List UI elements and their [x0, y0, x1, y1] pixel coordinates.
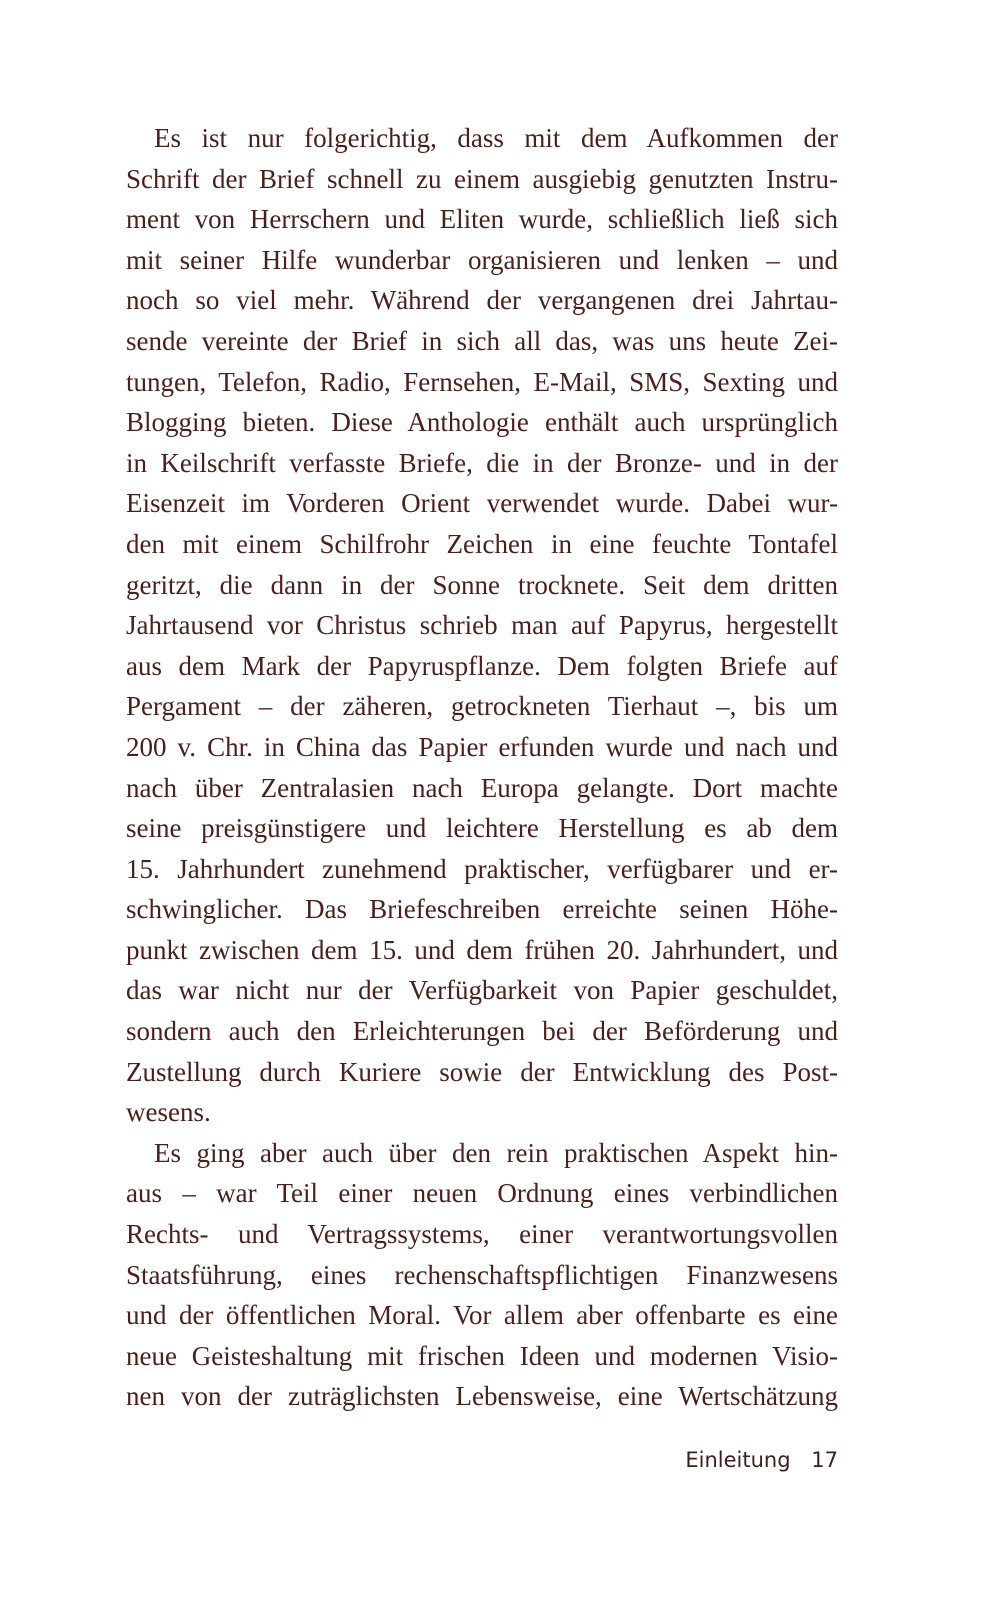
- paragraph-1-line: geritzt, die dann in der Sonne trocknete. Seit dem dritten: [126, 569, 838, 600]
- paragraph-1-line: das war nicht nur der Verfügbarkeit von Papier geschuldet,: [126, 975, 838, 1006]
- paragraph-1-line: ment von Herrschern und Eliten wurde, schließlich ließ sich: [126, 204, 838, 235]
- body-text: [126, 118, 838, 1417]
- paragraph-1-line: Schrift der Brief schnell zu einem ausgiebig genutzten Instru-: [126, 163, 838, 194]
- paragraph-2-line: aus – war Teil einer neuen Ordnung eines verbindlichen: [126, 1178, 838, 1209]
- paragraph-1-line: nach über Zentralasien nach Europa gelangte. Dort machte: [126, 772, 838, 803]
- paragraph-1-last-line: wesens.: [126, 1097, 211, 1128]
- paragraph-1-line: sende vereinte der Brief in sich all das, was uns heute Zei-: [126, 325, 838, 356]
- paragraph-1-line: Blogging bieten. Diese Anthologie enthält auch ursprünglich: [126, 407, 838, 438]
- paragraph-1-line: in Keilschrift verfasste Briefe, die in der Bronze- und in der: [126, 447, 838, 478]
- paragraph-1-line: punkt zwischen dem 15. und dem frühen 20. Jahrhundert, und: [126, 934, 838, 965]
- paragraph-1-line: aus dem Mark der Papyruspflanze. Dem folgten Briefe auf: [126, 650, 838, 681]
- paragraph-1-line: den mit einem Schilfrohr Zeichen in eine feuchte Tontafel: [126, 528, 838, 559]
- paragraph-1-line: noch so viel mehr. Während der vergangenen drei Jahrtau-: [126, 285, 838, 316]
- paragraph-1-line: sondern auch den Erleichterungen bei der Beförderung und: [126, 1016, 838, 1047]
- paragraph-1-line: mit seiner Hilfe wunderbar organisieren und lenken – und: [126, 244, 838, 275]
- paragraph-2-line: nen von der zuträglichsten Lebensweise, eine Wertschätzung: [126, 1381, 838, 1412]
- running-footer: [685, 1448, 838, 1472]
- paragraph-2-line: und der öffentlichen Moral. Vor allem aber offenbarte es eine: [126, 1300, 838, 1331]
- paragraph-1-line: schwinglicher. Das Briefeschreiben erreichte seinen Höhe-: [126, 894, 838, 925]
- paragraph-2-line: Staatsführung, eines rechenschaftspflichtigen Finanzwesens: [126, 1259, 838, 1290]
- paragraph-2-line: neue Geisteshaltung mit frischen Ideen und modernen Visio-: [126, 1340, 838, 1371]
- paragraph-1-line: 15. Jahrhundert zunehmend praktischer, verfügbarer und er-: [126, 853, 838, 884]
- paragraph-2-line: Rechts- und Vertragssystems, einer verantwortungsvollen: [126, 1219, 838, 1250]
- paragraph-1-line: seine preisgünstigere und leichtere Herstellung es ab dem: [126, 813, 838, 844]
- page-number: 17: [811, 1448, 838, 1472]
- paragraph-2-line: Es ging aber auch über den rein praktischen Aspekt hin-: [154, 1137, 838, 1168]
- paragraph-1-line: Pergament – der zäheren, getrockneten Tierhaut –, bis um: [126, 691, 838, 722]
- paragraph-1-line: 200 v. Chr. in China das Papier erfunden wurde und nach und: [126, 731, 838, 762]
- paragraph-1-line: tungen, Telefon, Radio, Fernsehen, E-Mail, SMS, Sexting und: [126, 366, 838, 397]
- paragraph-1-line: Eisenzeit im Vorderen Orient verwendet wurde. Dabei wur-: [126, 488, 838, 519]
- paragraph-1-line: Jahrtausend vor Christus schrieb man auf Papyrus, hergestellt: [126, 610, 838, 641]
- paragraph-1-line: Zustellung durch Kuriere sowie der Entwicklung des Post-: [126, 1056, 838, 1087]
- paragraph-1-line: Es ist nur folgerichtig, dass mit dem Aufkommen der: [154, 123, 838, 153]
- section-title: Einleitung: [685, 1448, 791, 1472]
